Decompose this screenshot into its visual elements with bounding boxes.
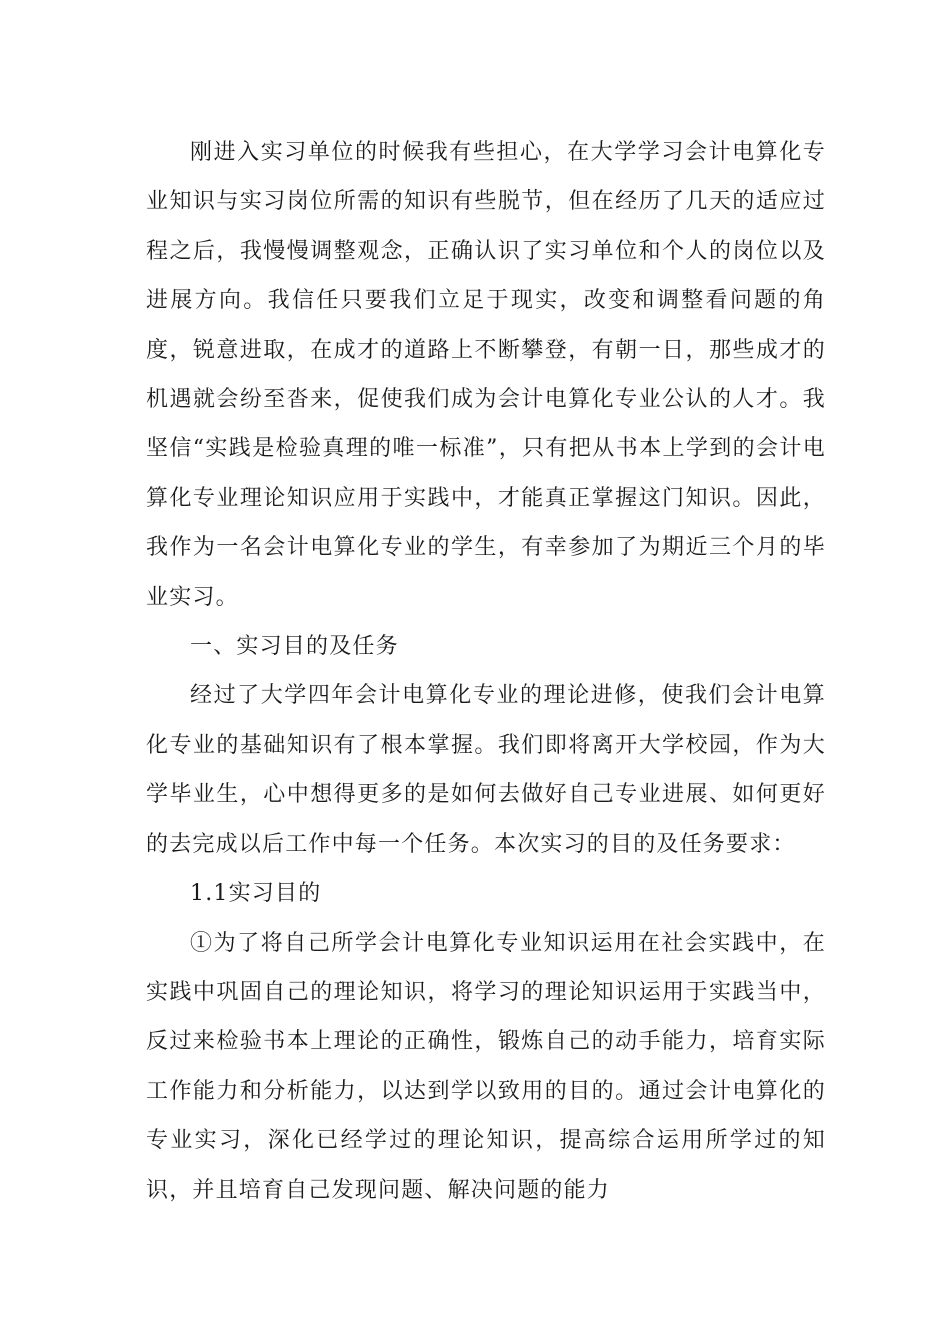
section-heading-1: 一、实习目的及任务 [190,634,399,660]
paragraph-intro: 刚进入实习单位的时候我有些担心，在大学学习会计电算化专业知识与实习岗位所需的知识有些脱节，但在经历了几天的适应过程之后，我慢慢调整观念，正确认识了实习单位和个人的岗位以及进展方向。我信任只要我们立足于现实，改变和调整看问题的角度，锐意进取，在成才的道路上不断攀登，有朝一日，那些成才的机遇就会纷至沓来，促使我们成为会计电算化专业公认的人才。我坚信“实践是检验真理的唯一标准”，只有把从书本上学到的会计电算化专业理论知识应用于实践中，才能真正掌握这门知识。因此，我作为一名会计电算化专业的学生，有幸参加了为期近三个月的毕业实习。 [146,140,826,610]
paragraph-section-1-1: ①为了将自己所学会计电算化专业知识运用在社会实践中，在实践中巩固自己的理论知识，将学习的理论知识运用于实践当中，反过来检验书本上理论的正确性，锻炼自己的动手能力，培育实际工作能力和分析能力，以达到学以致用的目的。通过会计电算化的专业实习，深化已经学过的理论知识，提高综合运用所学过的知识，并且培育自己发现问题、解决问题的能力 [146,930,826,1203]
document-body [146,128,826,1215]
section-heading-1-1: 1.1实习目的 [190,881,322,907]
paragraph-section-1: 经过了大学四年会计电算化专业的理论进修，使我们会计电算化专业的基础知识有了根本掌握。我们即将离开大学校园，作为大学毕业生，心中想得更多的是如何去做好自己专业进展、如何更好的去完成以后工作中每一个任务。本次实习的目的及任务要求： [146,683,826,857]
